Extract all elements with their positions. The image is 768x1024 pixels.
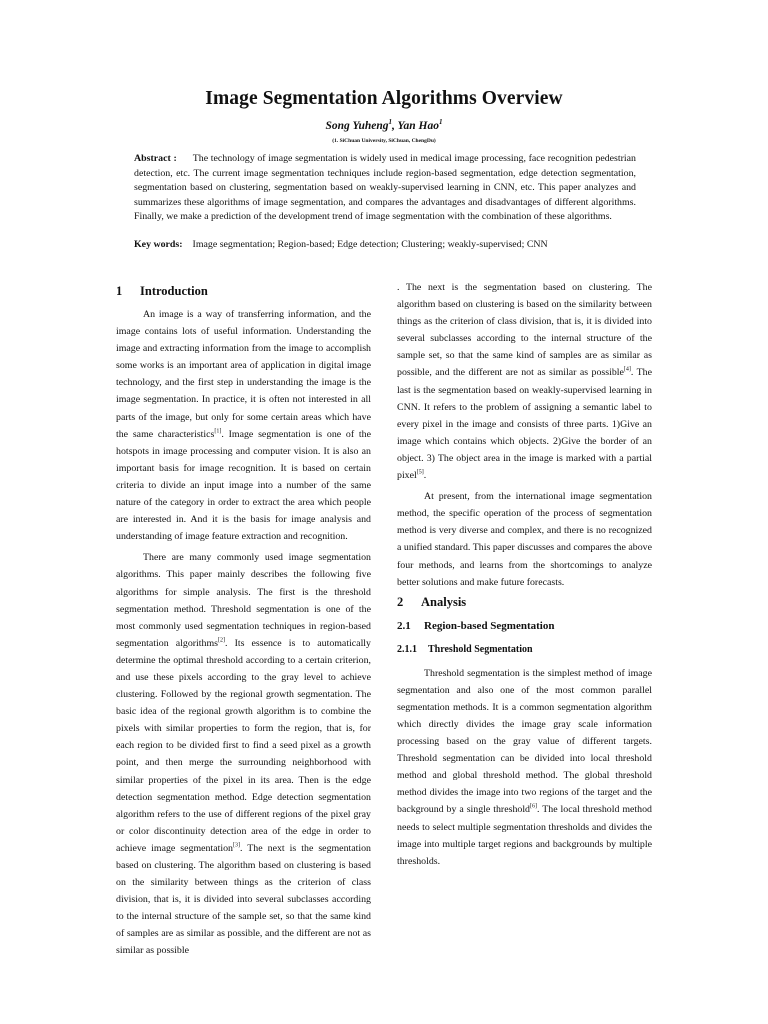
paragraph-text: . Its essence is to automatically determine the optimal threshold according to a certain criterion, and use these pixels according to the gray level to achieve clustering. Followed by the regional growth segmentation. The basic idea of the regional growth algorithm is to combine the pixels with similar properties to form the region, that is, for each region to be divided first to find a seed pixel as a growth point, and then merge the surrounding neighborhood with similar properties of the pixel in its area. Then is the edge detection segmentation method. Edge detection segmentation algorithm refers to the use of different regions of the pixel gray or color discontinuity detection area of the edge in order to achieve image segmentation bbox=[116, 637, 371, 854]
citation: [6] bbox=[530, 804, 537, 811]
subsubsection-heading bbox=[397, 641, 652, 659]
section-title: Introduction bbox=[140, 284, 208, 298]
paragraph-text: . bbox=[423, 470, 427, 482]
right-column bbox=[397, 279, 652, 870]
paragraph-text-continued: . The next is the segmentation based on clustering. The algorithm based on clustering is based on the similarity between things as the criterion of class division, that is, it is divided into several subclasses according to the internal structure of the sample set, so that the same kind of samples are as similar as possible, and the different are not as similar as possible bbox=[116, 842, 371, 957]
subsection-number: 2.1 bbox=[397, 619, 411, 632]
paper-title: Image Segmentation Algorithms Overview bbox=[205, 88, 563, 109]
keywords bbox=[134, 238, 636, 252]
author-affiliation-mark: 1 bbox=[438, 118, 443, 126]
author-name: Yan Hao bbox=[397, 119, 439, 132]
author-affiliation-mark: 1 bbox=[388, 118, 392, 126]
paragraph: At present, from the international image segmentation method, the specific operation of the process of segmentation method is very diverse and complex, and there is no recognized a unified standard. This paper discusses and compares the above four methods, and learns from the shortcomings to analyze better solutions and make future forecasts. bbox=[397, 491, 652, 588]
paragraph-text: Threshold segmentation is the simplest method of image segmentation and also one of the most common parallel segmentation methods. It is a common segmentation algorithm which directly divides the image gray scale information processing based on the gray value of different targets. Threshold segmentation can be divided into local threshold method and global threshold method. The global threshold method divides the image into two regions of the target and the background by a single threshold bbox=[397, 667, 652, 816]
section-title: Analysis bbox=[421, 594, 467, 609]
paragraph bbox=[116, 549, 371, 959]
abstract-label: Abstract : bbox=[134, 153, 177, 164]
paragraph-text: . The local threshold method needs to select multiple segmentation thresholds and divides the image into multiple target regions and backgrounds by multiple thresholds. bbox=[397, 804, 652, 867]
paragraph bbox=[397, 665, 652, 870]
citation: [3] bbox=[232, 842, 240, 849]
author-separator: , bbox=[392, 119, 398, 132]
subsubsection-number: 2.1.1 bbox=[397, 643, 417, 655]
citation: [1] bbox=[214, 428, 222, 435]
citation: [5] bbox=[416, 469, 424, 476]
author-name: Song Yuheng bbox=[325, 119, 389, 132]
section-number: 1 bbox=[116, 284, 123, 298]
citation: [2] bbox=[218, 637, 225, 644]
abstract-text: The technology of image segmentation is widely used in medical image processing, face recognition pedestrian detection, etc. The current image segmentation techniques include region-based segmentation, edge detection segmentation, segmentation based on clustering, segmentation based on weakly-supervised learning in CNN, etc. This paper analyzes and summarizes these algorithms of image segmentation, and compares the advantages and disadvantages of different algorithms. Finally, we make a prediction of the development trend of image segmentation with the combination of these algorithms. bbox=[134, 153, 636, 223]
section-number: 2 bbox=[397, 594, 404, 609]
paragraph-text: There are many commonly used image segmentation algorithms. This paper mainly describes the following five algorithms for simple analysis. The first is the threshold segmentation method. Threshold segmentation is one of the most commonly used segmentation techniques in region-based segmentation algorithms bbox=[116, 552, 371, 649]
section-heading bbox=[116, 282, 371, 300]
affiliation: (1. SiChuan University, SiChuan, ChengDu) bbox=[332, 138, 436, 144]
abstract bbox=[134, 152, 636, 225]
keywords-text: Image segmentation; Region-based; Edge detection; Clustering; weakly-supervised; CNN bbox=[192, 239, 548, 250]
section-heading bbox=[397, 593, 652, 611]
citation: [4] bbox=[623, 367, 631, 374]
authors-line bbox=[0, 118, 768, 132]
paragraph-text: . The last is the segmentation based on weakly-supervised learning in CNN. It refers to the problem of assigning a semantic label to every pixel in the image and consists of three parts. 1)Give an image which contains which objects. 2)Give the border of an object. 3) The object area in the image is marked with a partial pixel bbox=[397, 367, 652, 482]
paragraph-text: . The next is the segmentation based on clustering. The algorithm based on clustering is based on the similarity between things as the criterion of class division, that is, it is divided into several subclasses according to the internal structure of the sample set, so that the same kind of samples are as similar as possible, and the different are not as similar as possible bbox=[397, 282, 652, 379]
paragraph-continued bbox=[397, 279, 652, 484]
subsection-title: Region-based Segmentation bbox=[424, 619, 555, 632]
paragraph-text: . Image segmentation is one of the hotspots in image processing and computer vision. It is also an important basis for image recognition. It is based on certain criteria to divide an input image into a number of the same nature of the category in order to extract the area which people are interested in. And it is the basis for image analysis and understanding of image feature extraction and recognition. bbox=[116, 428, 371, 543]
subsubsection-title: Threshold Segmentation bbox=[428, 643, 533, 655]
left-column bbox=[116, 282, 371, 960]
paragraph bbox=[116, 306, 371, 545]
paragraph-text: An image is a way of transferring information, and the image contains lots of useful information. Understanding the image and extracting information from the image to accomplish some works is an important area of application in digital image technology, and the first step in understanding the image is the image segmentation. In practice, it is often not interested in all parts of the image, but only for some certain areas which have the same characteristics bbox=[116, 309, 371, 440]
subsection-heading bbox=[397, 617, 652, 635]
keywords-label: Key words: bbox=[134, 239, 183, 250]
